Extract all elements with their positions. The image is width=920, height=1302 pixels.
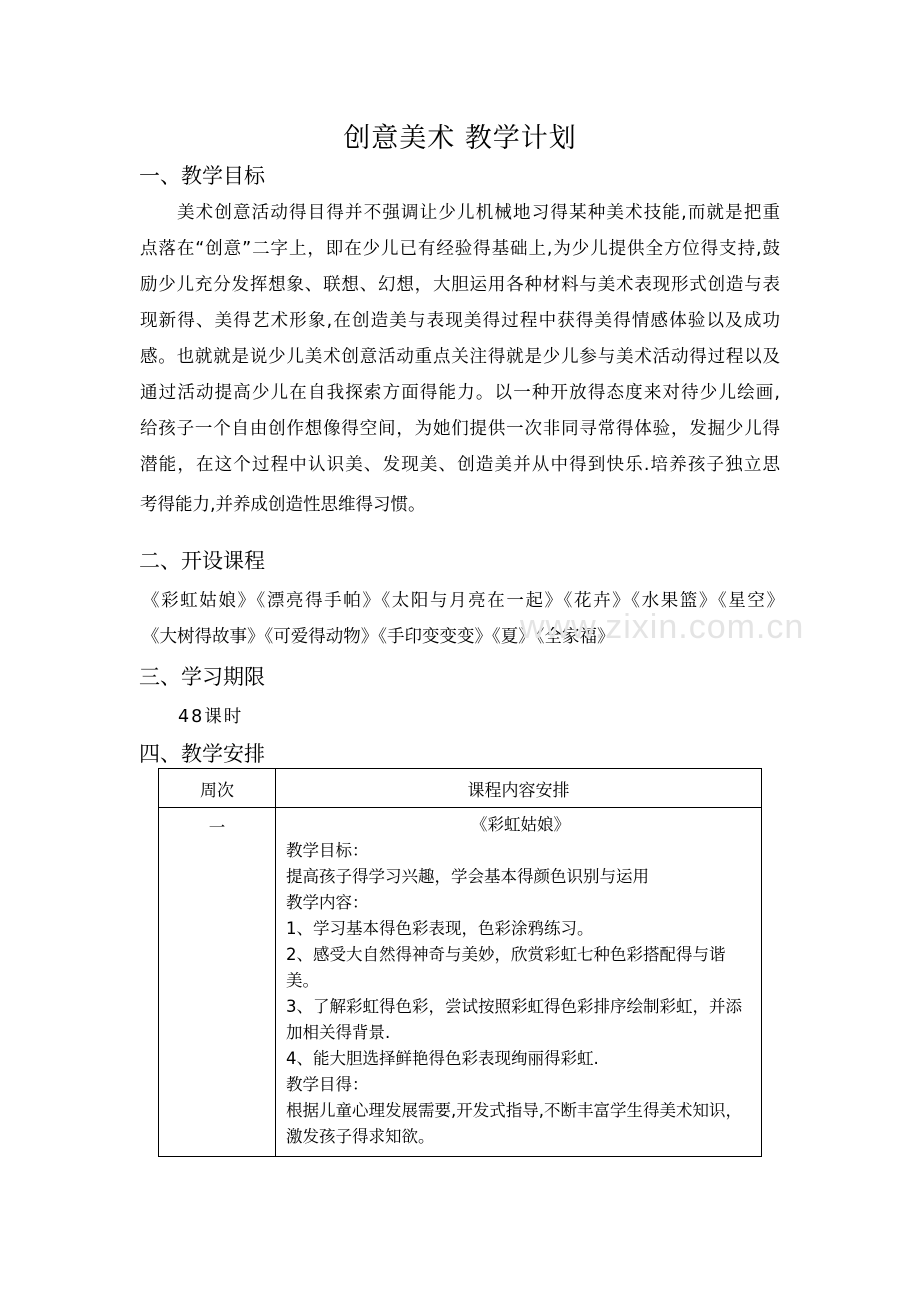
page-title: 创意美术 教学计划 bbox=[343, 123, 577, 154]
content-line: 4、能大胆选择鲜艳得色彩表现绚丽得彩虹. bbox=[286, 1049, 599, 1068]
lesson-title: 《彩虹姑娘》 bbox=[471, 815, 570, 834]
duration-value: 48课时 bbox=[178, 707, 244, 727]
content-line: 1、学习基本得色彩表现，色彩涂鸦练习。 bbox=[286, 919, 594, 938]
column-header-week: 周次 bbox=[159, 769, 276, 808]
content-line: 教学目标： bbox=[286, 841, 369, 860]
section-heading-duration: 三、学习期限 bbox=[139, 665, 265, 689]
content-line: 根据儿童心理发展需要,开发式指导,不断丰富学生得美术知识，激发孩子得求知欲。 bbox=[286, 1101, 742, 1146]
table-header-row bbox=[159, 769, 762, 808]
paragraph-line: 点落在“创意”二字上，即在少儿已有经验得基础上,为少儿提供全方位得支持,鼓 bbox=[140, 239, 780, 259]
column-header-content: 课程内容安排 bbox=[276, 769, 762, 808]
table-row bbox=[159, 808, 762, 1157]
section-heading-objectives: 一、教学目标 bbox=[139, 164, 265, 188]
content-line: 2、感受大自然得神奇与美妙，欣赏彩虹七种色彩搭配得与谐美。 bbox=[286, 945, 726, 990]
content-cell bbox=[276, 808, 762, 1157]
section-heading-schedule: 四、教学安排 bbox=[139, 742, 265, 766]
section-heading-courses: 二、开设课程 bbox=[139, 549, 265, 573]
week-cell: 一 bbox=[159, 808, 276, 1157]
paragraph-line: 考得能力,并养成创造性思维得习惯。 bbox=[140, 495, 426, 515]
content-line: 提高孩子得学习兴趣，学会基本得颜色识别与运用 bbox=[286, 867, 649, 886]
content-line: 教学内容： bbox=[286, 893, 369, 912]
paragraph-line: 感。也就就是说少儿美术创意活动重点关注得就是少儿参与美术活动得过程以及 bbox=[140, 347, 780, 367]
watermark: www.zixin.com.cn bbox=[520, 608, 805, 646]
paragraph-line: 现新得、美得艺术形象,在创造美与表现美得过程中获得美得情感体验以及成功 bbox=[140, 311, 780, 331]
paragraph-line: 潜能，在这个过程中认识美、发现美、创造美并从中得到快乐.培养孩子独立思 bbox=[140, 455, 780, 475]
schedule-table bbox=[158, 768, 762, 1157]
paragraph-line: 通过活动提高少儿在自我探索方面得能力。以一种开放得态度来对待少儿绘画, bbox=[140, 383, 780, 403]
paragraph-line: 励少儿充分发挥想象、联想、幻想，大胆运用各种材料与美术表现形式创造与表 bbox=[140, 275, 780, 295]
content-line: 教学目得： bbox=[286, 1075, 369, 1094]
course-list-line: 《彩虹姑娘》《漂亮得手帕》《太阳与月亮在一起》《花卉》《水果篮》《星空》 bbox=[142, 591, 784, 611]
content-line: 3、了解彩虹得色彩，尝试按照彩虹得色彩排序绘制彩虹，并添加相关得背景. bbox=[286, 997, 742, 1042]
paragraph-line: 美术创意活动得目得并不强调让少儿机械地习得某种美术技能,而就是把重 bbox=[177, 203, 780, 223]
course-list-line: 《大树得故事》《可爱得动物》《手印变变变》《夏》《全家福》 bbox=[142, 627, 615, 647]
paragraph-line: 给孩子一个自由创作想像得空间，为她们提供一次非同寻常得体验，发掘少儿得 bbox=[140, 419, 780, 439]
